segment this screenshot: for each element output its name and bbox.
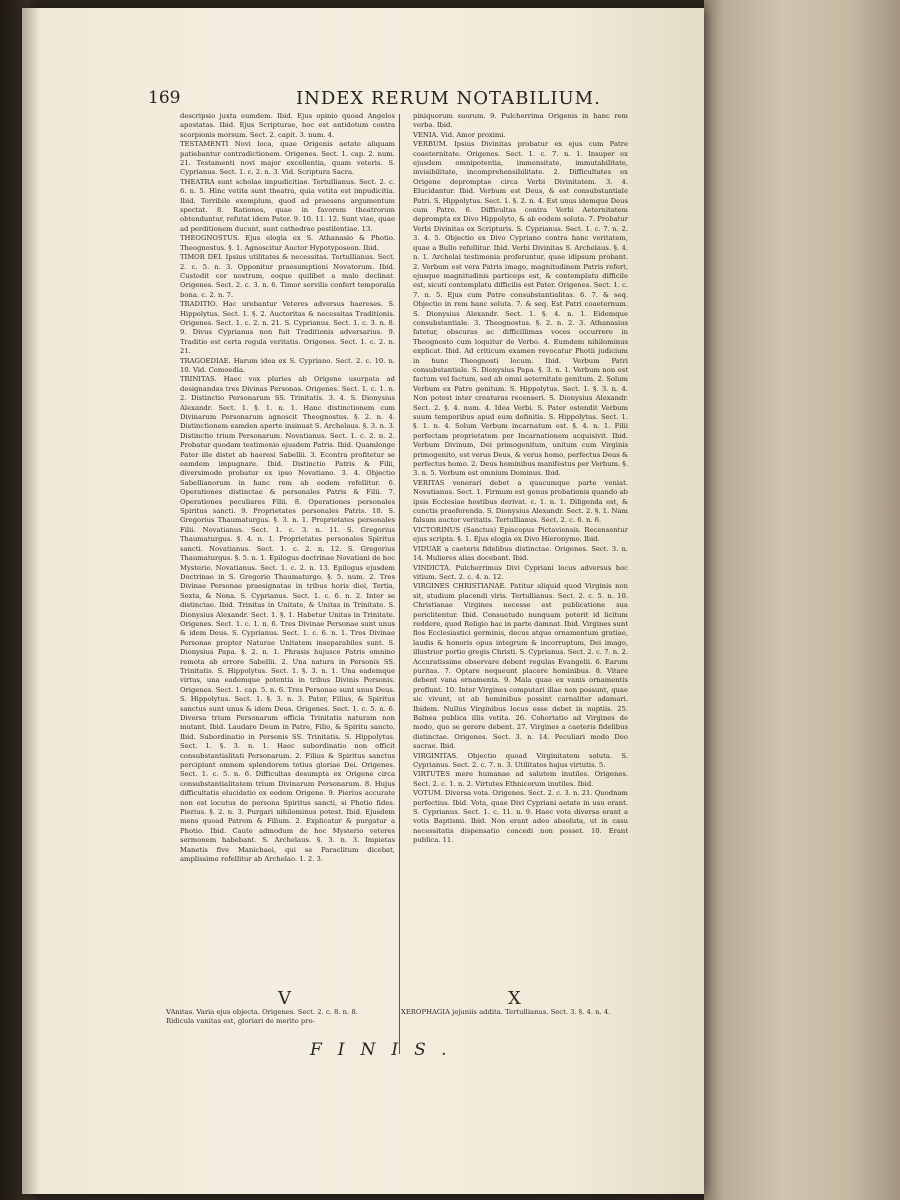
index-entry: VIRGINES CHRISTIANAE. Patitur aliquid quod Virginis non sit, studium placendi viris. Tertullianus. Sect. 2. c. 5. n. 10. Christianae Virgines necesse est publicatione sua periclitentur. Ibid. Consuetudo nunquam poterit id licitum reddere, quod Religio hac in parte damnat. Ibid. Virgines sunt flos Ecclesiastici germinis, decus atque ornamentum gratiae, laudis & honoris opus integrum & incorruptum, Dei imago, illustrior portio gregis Christi. S. Cyprianus. Sect. 2. c. 7. n. 2. Accuratissime observare debent regulas Evangelii. 6. Earum puritas. 7. Optare nequeunt placere hominibus. 8. Vitare debent vana ornamenta. 9. Mala quae ex vanis ornamentis proflunt. 10. Inter Virgines computari illae non possunt, quae sic vivunt, ut ab hominibus possint carnaliter adamari. Ibidem. Nullus Virginibus locus esse debet in nuptiis. 25. Balnea publica illis vetita. 26. Cohortatio ad Virgines de modo, quo se gerere debent. 27. Virgines a caeteris fidelibus distinctae. Origenes. Sect. 3. n. 14. Peculiari modo Deo sacrae. Ibid. [413, 582, 628, 751]
running-title: INDEX RERUM NOTABILIUM. [296, 88, 601, 109]
index-entry-vanitas: VAnitas. Varia ejus objecta. Origenes. Sect. 2. c. 8. n. 8. Ridicula vanitas est, gloriari de merito pro- [166, 1008, 358, 1026]
index-entry: VERITAS venerari debet a quacumque parte veniat. Novatianus. Sect. 1. Firmum est genus probationis quando ab ipsis Ecclesiae hostibus derivat. c. 1. n. 1. Diligenda est, & cunctis praeferenda. S. Dionysius Alexandr. Sect. 2. §. 1. Nam falsum auctor veritatis. Tertullianus. Sect. 2. c. 6. n. 6. [413, 478, 628, 525]
index-entry: TRADITIO. Hac urebantur Veteres adversus haereses. S. Hippolytus. Sect. 1. §. 2. Auctoritas & necessitas Traditionis. Origenes. Sect. 1. c. 2. n. 21. S. Cyprianus. Sect. 1. c. 3. n. 8. 9. Divus Cyprianus non fuit Traditionis adversarius. 9. Traditio est certa regula veritatis. Origenes. Sect. 1. c. 2. n. 21. [180, 300, 395, 356]
spine-shadow [22, 8, 40, 1194]
facing-page [704, 0, 900, 1200]
page-header [148, 88, 648, 114]
index-entry: descripsio juxta eumdem. Ibid. Ejus opinio quoad Angelos apostatas. Ibid. Ejus Scripturae, hoc est antidotum contra scorpionis morsum. Sect. 2. capit. 3. num. 4. [180, 112, 395, 139]
index-entry: TRINITAS. Haec vox pluries ab Origene usurpata ad designandas tres Divinas Personas. Origenes. Sect. 1. c. 1. n. 2. Distinctio Personarum SS. Trinitatis. 3. 4. S. Dionysius Alexandr. Sect. 1. §. 1. n. 1. Hanc distinctionem cum Divinarum Personarum agnoscit Theognostus. §. 2. n. 4. Distinctionem eamden aperte insinuat S. Archelaus. §. 3. n. 3. Distinctio trium Personarum. Novatianus. Sect. 1. c. 2. n. 2. Probatur quodam testimonio ejusdem Patris. Ibid. Quamlonge Pater ille distet ab haeresi Sabellii. 3. Econtra profitetur se eamdem impugnare. Ibid. Distinctio Patris & Filii, diversimode probatur ex ipso Novatiano. 3. 4. Objectio Sabellianorum in hanc rem ab eodem refellitur. 6. Operationes distinctae & personales Patris & Filii. 7. Operationes peculiares Filii. 8. Operationes personales Spiritus sancti. 9. Proprietates personales Patris. 10. S. Gregorius Thaumaturgus. §. 3. n. 1. Proprietates personales Filii. Novatianus. Sect. 1. c. 3. n. 11. S. Gregorius Thaumaturgus. §. 4. n. 1. Proprietates personales Spiritus sancti. Novatianus. Sect. 1. c. 2. n. 12. S. Gregorius Thaumaturgus. §. 5. n. 1. Epilogus doctrinae Novatiani de hoc Mysterio. Novatianus. Sect. 1. c. 2. n. 13. Epilogus ejusdem Doctrinae in S. Gregorio Thaumaturgo. §. 5. num. 2. Tres Divinae Personae praesignatae in tribus horis diei, Tertia, Sexta, & Nona. S. Cyprianus. Sect. 1. c. 6. n. 2. Inter se distinctae. Ibid. Trinitas in Unitate, & Unitas in Trinitate. S. Dionysius Alexandr. Sect. 1. §. 1. Habetur Unitas in Trinitate. Origenes. Sect. 1. c. 1. n. 6. Tres Divinae Personae sunt unus & idem Deus. S. Cyprianus. Sect. 1. c. 6. n. 1. Tres Divinae Personae propter Naturae Unitatem inseparabiles sunt. S. Dionysius Papa. §. 2. n. 1. Phrasis hujusce Patris omnino remota ab errore Sabellii. 2. Una natura in Personis SS. Trinitatis. S. Hippolytus. Sect. 1. §. 3. n. 1. Una eademque virtus, una eademque potentia in tribus Divinis Personis. Origenes. Sect. 1. cap. 5. n. 6. Tres Personae sunt unus Deus. S. Hippolytus. Sect. 1. §. 3. n. 3. Pater, Filius, & Spiritus sanctus sunt unus & idem Deus. Origenes. Sect. 1. c. 5. n. 6. Diversa trium Personarum officia Trinitatis naturam non mutant. Ibid. Laudare Deum in Patre, Filio, & Spiritu sancto. Ibid. Subordinatio in Personis SS. Trinitatis. S. Hippolytus. Sect. 1. §. 3. n. 1. Haec subordinatio non officit consubstantialitati Personarum. 2. Filius & Spiritus sanctus percipiunt omnem splendorem totius gloriae Dei. Origenes. Sect. 1. c. 5. n. 6. Difficultas desumpta ex Origene circa consubstantialitatem trium Divinarum Personarum. 8. Hujus difficultatis elucidatio ex eodem Origene. 9. Pierius accurate non est locutus de persona Spiritus sancti, si Photio fides. Pierius. §. 2. n. 3. Purgari nihilominus potest. Ibid. Ejusdem mens quoad Patrem & Filium. 2. Explicatur & purgatur a Photio. Ibid. Caute admodum de hoc Mysterio veteres sermonem habebant. S. Archelaus. §. 3. n. 3. Impietas Manetis five Manichaei, qui se Paraclitum dicebat, amplissime refellitur ab Archelao. 1. 2. 3. [180, 375, 395, 864]
index-entry: VICTORINUS (Sanctus) Episcopus Pictaviensis. Recensentur ejus scripta. §. 1. Ejus elogia ex Divo Hieronymo. Ibid. [413, 525, 628, 544]
index-entry: TESTAMENTI Novi loca, quae Origenis aetate aliquam patiebantur contradictionem. Origenes. Sect. 1. cap. 2. num. 21. Testamenti novi major excellentia, quam veteris. S. Cyprianus. Sect. 1. c. 2. n. 3. Vid. Scriptura Sacra. [180, 140, 395, 177]
index-entry: piniquorum suorum. 9. Pulcherrima Origenis in hanc rem verba. Ibid. [413, 112, 628, 130]
index-column-left [180, 112, 395, 982]
section-letter-v: V [278, 988, 291, 1009]
index-entry: VENIA. Vid. Amor proximi. [413, 130, 506, 139]
index-entry: VINDICTA. Pulcherrimus Divi Cypriani locus adversus hoc vitium. Sect. 2. c. 4. n. 12. [413, 563, 628, 581]
index-entry: TIMOR DEI. Ipsius utilitates & necessitas. Tertullianus. Sect. 2. c. 5. n. 3. Opponitur praesumptioni Novatorum. Ibid. Custodit cor nostrum, eoque quilibet a malo declinat. Origenes. Sect. 2. c. 3. n. 6. Timor servilis confert temporalia bona. c. 2. n. 7. [180, 253, 395, 299]
index-entry: THEATRA sunt scholae impudicitiae. Tertullianus. Sect. 2. c. 6. n. 5. Hinc vetita sunt theatra, quia vetita est impudicitia. Ibid. Terribile exemplum, quod ad praesens argumentum spectat. 8. Rationes, quae in favorem theatrorum obtenduntur, refutat idem Pater. 9. 10. 11. 12. Sunt viae, quae ad perditionem ducunt, sunt cathedrae pestilentiae. 13. [180, 177, 395, 233]
index-entry-xerophagia: XEROPHAGIA jejuniis addita. Tertullianus. Sect. 3. §. 4. n. 4. [401, 1008, 611, 1016]
index-entry: VIRGINITAS. Objectio quoad Virginitatem soluta. S. Cyprianus. Sect. 2. c. 7. n. 3. Utilitates hujus virtutis. 5. [413, 751, 628, 770]
index-entry: TRAGOEDIAE. Harum idea ex S. Cypriano. Sect. 2. c. 10. n. 10. Vid. Comoedia. [180, 356, 395, 374]
section-letter-x: X [508, 988, 521, 1009]
page-number: 169 [148, 88, 181, 108]
index-entry: VIRTUTES mere humanae ad salutem inutiles. Origenes. Sect. 2. c. 1. n. 2. Virtutes Ethnicorum inutiles. Ibid. [413, 770, 628, 788]
index-entry: THEOGNOSTUS. Ejus elogia ex S. Athanasio & Photio. Theognostus. §. 1. Agnoscitur Auctor Hypotyposeon. Ibid. [180, 234, 395, 252]
finis-colophon: FINIS. [310, 1040, 463, 1060]
column-divider [399, 114, 400, 1054]
index-entry: VIDUAE a caeteris fidelibus distinctae. Origenes. Sect. 3. n. 14. Mulieres alias docebant. Ibid. [413, 544, 628, 563]
index-entry: VOTUM. Diversa vota. Origenes. Sect. 2. c. 3. n. 21. Quodnam perfectius. Ibid. Vota, quae Divi Cypriani aetate in usu erant. S. Cyprianus. Sect. 1. c. 11. n. 9. Haec vota diversa erant a votis Baptismi. Ibid. Non erant adeo absoluta, ut in casu necessitatis dispensatio concedi non posset. 10. Erant publica. 11. [413, 789, 628, 845]
index-entry: VERBUM. Ipsius Divinitas probatur ex ejus cum Patre coaeternitate. Origenes. Sect. 1. c. 7. n. 1. Insuper ex ejusdem omnipotentia, immensitate, immutabilitate, invisibilitate, incomprehensibilitate. 2. Difficultates ex Origene depromptae circa Verbi Divinitatem. 3. 4. Elucidantur. Ibid. Verbum est Deus, & est consubstantiale Patri. S. Hippolytus. Sect. 1. §. 2. n. 4. Est unus idemque Deus cum Patre. 6. Difficultas contra Verbi Aeternitatem deprompta ex Divo Hippolyto, & ab eodem soluta. 7. Probatur Verbi Divinitas ex Scripturis. S. Cyprianus. Sect. 1. c. 7. n. 2. 3. 4. 5. Objectio ex Divo Cypriano contra hanc veritatem, quae a Bullo refellitur. Ibid. Verbi Divinitas S. Archelaus. §. 4. n. 1. Archelai testimonia proferuntur, quae idipsum probant. 2. Verbum est vera Patris imago, magnitudinem Patris refert, ejusque magnitudinis particeps est, & contemplatu difficile est, sicuti contemplatu difficilis est Pater. Origenes. Sect. 1. c. 7. n. 5. Ejus cum Patre consubstantialitas. 6. 7. & seq. Objectio in rem hanc soluta. 7. & seq. Est Patri coaeternum. S. Dionysius Alexandr. Sect. 1. §. 4. n. 1. Eidemque consubstantiale. 3. Theognostus. §. 2. n. 2. 3. Athanasius fatetur, obscuras ac difficillimas voces occurrere in Theognosto cum loquitur de Verbo. 4. Eumdem nihilominus explicat. Ibid. Ad criticum examen revocatur Photii judicium in hunc Theognosti locum. Ibid. Verbum Patri consubstantiale. S. Dionysius Papa. §. 3. n. 1. Verbum non est factum vel factum, sed ab omni aeternitate genitum. 2. Solum Verbum ex Patre genitum. S. Hippolytus. Sect. 1. §. 3. n. 4. Non potest inter creaturas recenseri. S. Dionysius Alexandr. Sect. 2. §. 4. num. 4. Idea Verbi. S. Pater ostendit Verbum suum temporibus apud eum definitis. S. Hippolytus. Sect. 1. §. 1. n. 4. Solum Verbum incarnatum est. §. 4. n. 1. Filii perfectam proprietatem per Incarnationem acquisivit. Ibid. Verbum Divinum, Dei primogenitum, unitum cum Virginis primogenito, est verus Deus, & verus homo, perfectus Deus & perfectus homo. 2. Deus hominibus manifestus per Verbum. §. 3. n. 5. Verbum est omnium Dominus. Ibid. [413, 140, 628, 478]
index-column-right [413, 112, 628, 982]
